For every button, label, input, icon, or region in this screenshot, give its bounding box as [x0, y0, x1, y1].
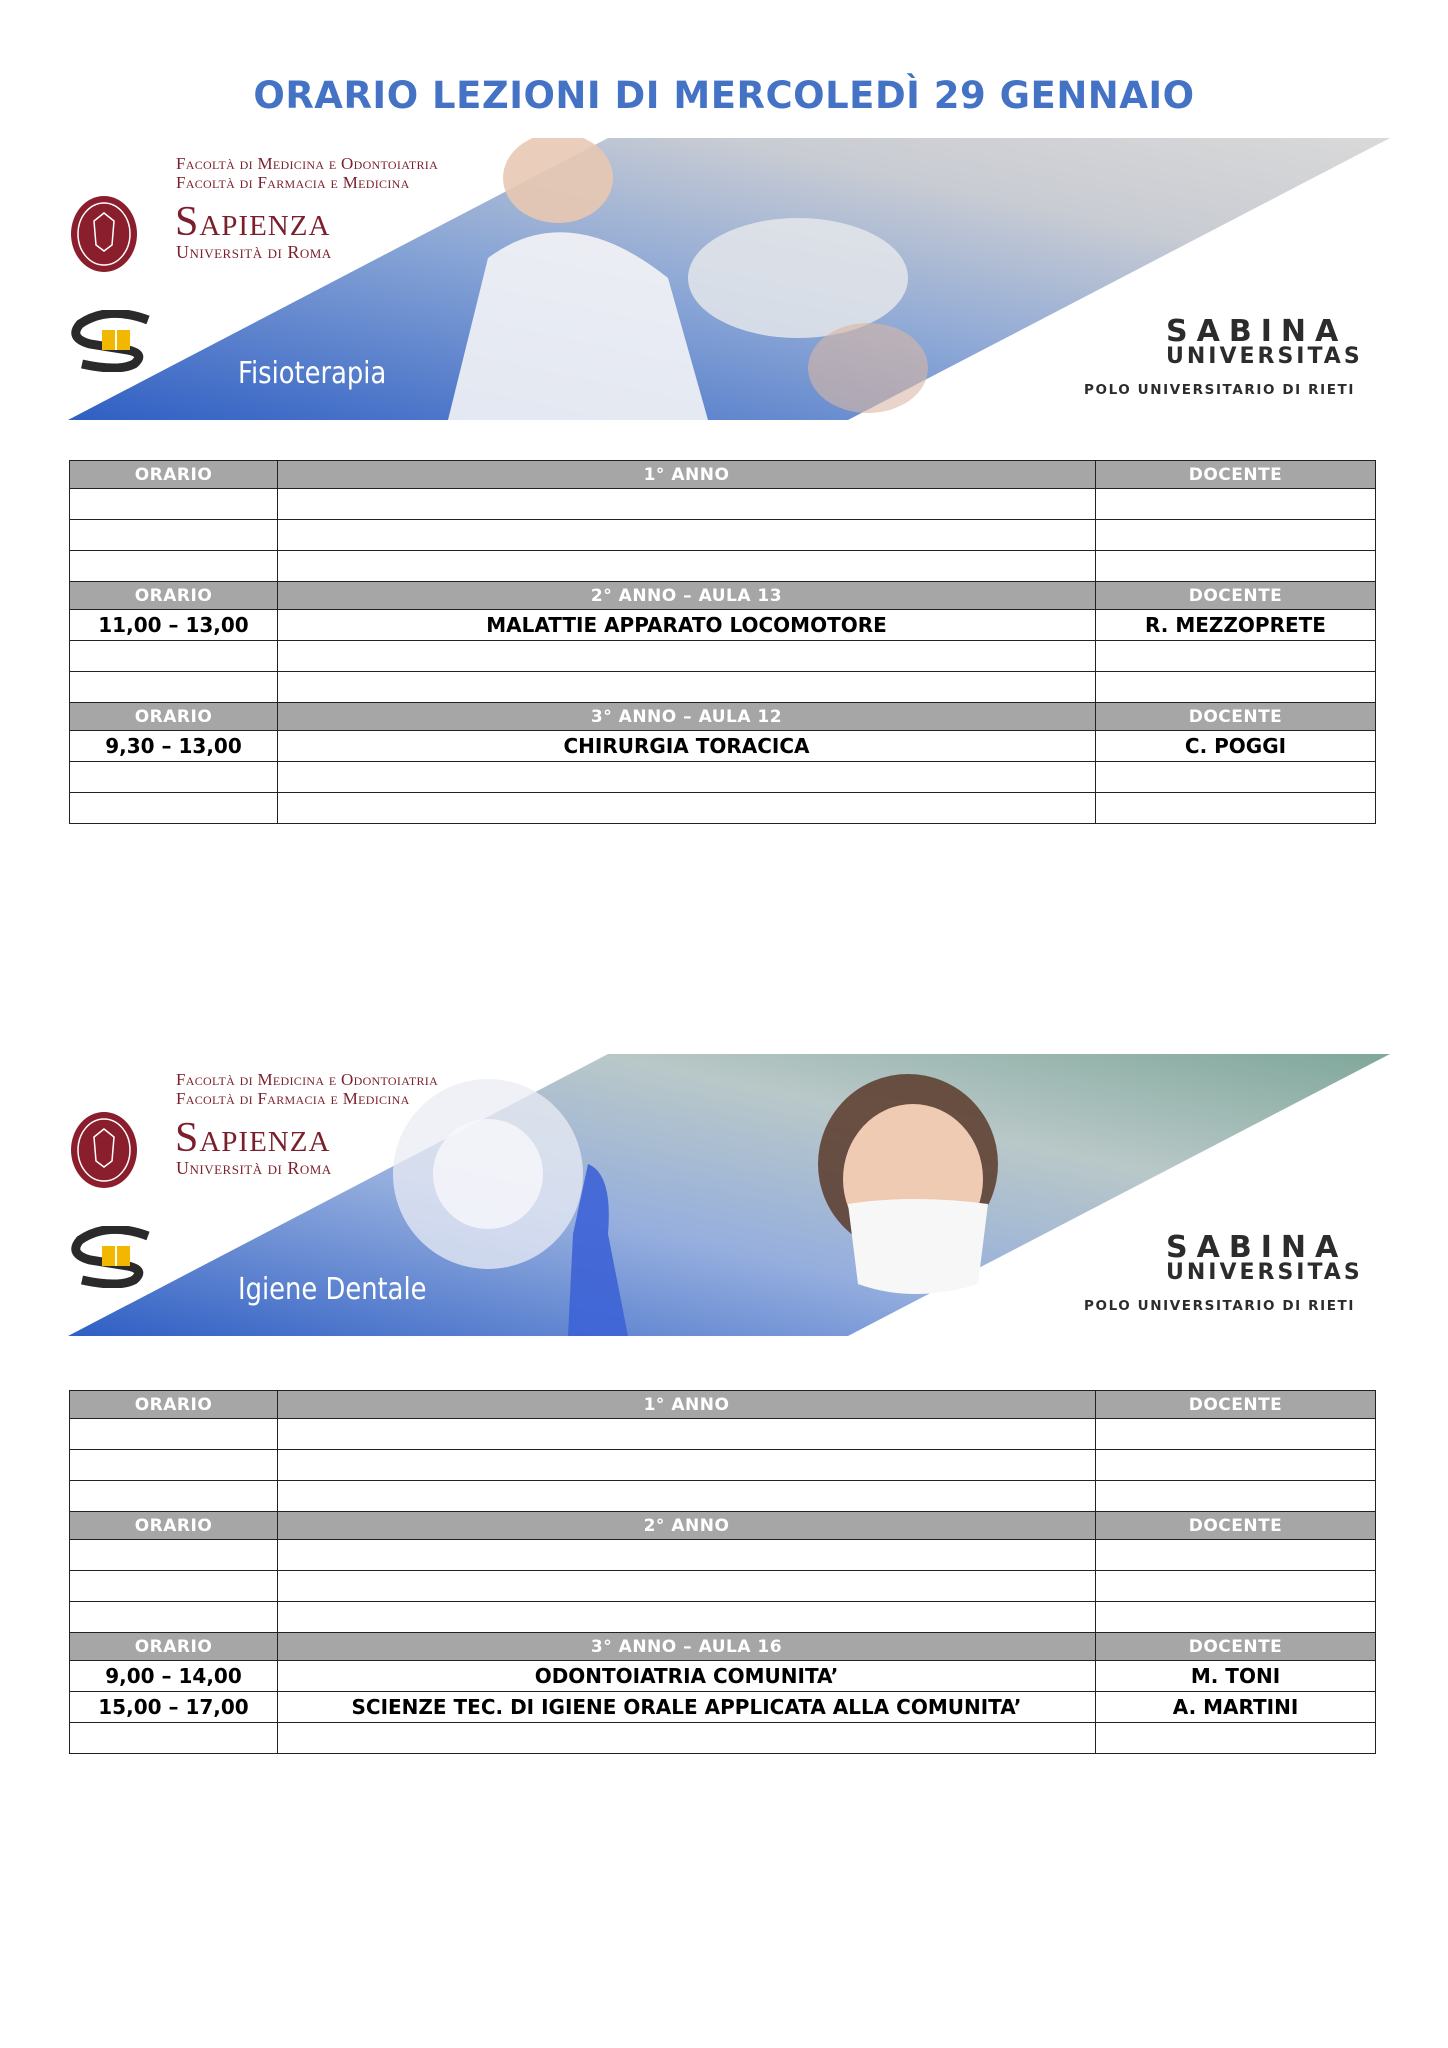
header-cell: ORARIO	[70, 703, 278, 731]
subject-cell	[278, 1571, 1096, 1602]
header-cell: DOCENTE	[1096, 1633, 1376, 1661]
subject-cell: SCIENZE TEC. DI IGIENE ORALE APPLICATA ALLA COMUNITA’	[278, 1692, 1096, 1723]
subject-cell	[278, 551, 1096, 582]
header-cell: ORARIO	[70, 461, 278, 489]
header-cell: 2° ANNO	[278, 1512, 1096, 1540]
time-cell	[70, 1723, 278, 1754]
table-row	[70, 1481, 1376, 1512]
time-cell	[70, 489, 278, 520]
faculty-line-1: Facoltà di Medicina e Odontoiatria	[176, 1070, 439, 1089]
table-row	[70, 641, 1376, 672]
table-row	[70, 1571, 1376, 1602]
subject-cell: MALATTIE APPARATO LOCOMOTORE	[278, 610, 1096, 641]
table-row	[70, 672, 1376, 703]
subject-cell	[278, 793, 1096, 824]
header-cell: 2° ANNO – AULA 13	[278, 582, 1096, 610]
table-row	[70, 1661, 1376, 1692]
subject-cell: CHIRURGIA TORACICA	[278, 731, 1096, 762]
teacher-cell	[1096, 520, 1376, 551]
table-row	[70, 1450, 1376, 1481]
subject-cell	[278, 672, 1096, 703]
table-row	[70, 1692, 1376, 1723]
subject-cell	[278, 1540, 1096, 1571]
banner-igiene-dentale	[68, 1054, 1390, 1336]
time-cell	[70, 1602, 278, 1633]
time-cell	[70, 1571, 278, 1602]
faculty-line-1: Facoltà di Medicina e Odontoiatria	[176, 154, 439, 173]
teacher-cell: R. MEZZOPRETE	[1096, 610, 1376, 641]
table-header-row	[70, 461, 1376, 489]
teacher-cell	[1096, 762, 1376, 793]
table-row	[70, 731, 1376, 762]
universitas-word: UNIVERSITAS	[1166, 1260, 1363, 1285]
time-cell: 9,30 – 13,00	[70, 731, 278, 762]
subject-cell	[278, 1723, 1096, 1754]
schedule-table-fisioterapia	[69, 460, 1376, 824]
schedule-table-igiene-dentale	[69, 1390, 1376, 1754]
header-cell: DOCENTE	[1096, 1391, 1376, 1419]
sabina-word: SABINA	[1166, 314, 1348, 349]
table-row	[70, 551, 1376, 582]
subject-cell	[278, 1419, 1096, 1450]
header-cell: 3° ANNO – AULA 16	[278, 1633, 1096, 1661]
header-cell: DOCENTE	[1096, 703, 1376, 731]
subject-cell: ODONTOIATRIA COMUNITA’	[278, 1661, 1096, 1692]
page-title: ORARIO LEZIONI DI MERCOLEDÌ 29 GENNAIO	[253, 74, 1195, 117]
polo-subtitle: POLO UNIVERSITARIO DI RIETI	[1084, 382, 1355, 398]
teacher-cell	[1096, 1481, 1376, 1512]
subject-cell	[278, 1602, 1096, 1633]
subject-cell	[278, 641, 1096, 672]
sapienza-seal-icon	[68, 1109, 140, 1191]
subject-cell	[278, 1481, 1096, 1512]
header-cell: ORARIO	[70, 1633, 278, 1661]
course-name: Igiene Dentale	[238, 1272, 427, 1307]
course-name: Fisioterapia	[238, 356, 387, 391]
universitas-word: UNIVERSITAS	[1166, 344, 1363, 369]
faculty-line-2: Facoltà di Farmacia e Medicina	[176, 1089, 410, 1108]
header-cell: DOCENTE	[1096, 461, 1376, 489]
teacher-cell	[1096, 1723, 1376, 1754]
time-cell	[70, 1481, 278, 1512]
header-cell: 3° ANNO – AULA 12	[278, 703, 1096, 731]
teacher-cell: C. POGGI	[1096, 731, 1376, 762]
time-cell: 11,00 – 13,00	[70, 610, 278, 641]
time-cell	[70, 641, 278, 672]
teacher-cell	[1096, 641, 1376, 672]
subject-cell	[278, 520, 1096, 551]
table-row	[70, 793, 1376, 824]
teacher-cell: M. TONI	[1096, 1661, 1376, 1692]
table-header-row	[70, 1512, 1376, 1540]
time-cell	[70, 762, 278, 793]
teacher-cell	[1096, 1540, 1376, 1571]
table-row	[70, 1602, 1376, 1633]
time-cell	[70, 551, 278, 582]
table-header-row	[70, 1633, 1376, 1661]
polo-subtitle: POLO UNIVERSITARIO DI RIETI	[1084, 1298, 1355, 1314]
subject-cell	[278, 489, 1096, 520]
header-cell: ORARIO	[70, 1391, 278, 1419]
subject-cell	[278, 1450, 1096, 1481]
time-cell	[70, 672, 278, 703]
table-row	[70, 1723, 1376, 1754]
header-cell: ORARIO	[70, 1512, 278, 1540]
time-cell	[70, 793, 278, 824]
university-name: Sapienza	[175, 1115, 331, 1161]
university-name: Sapienza	[175, 199, 331, 245]
header-cell: ORARIO	[70, 582, 278, 610]
time-cell	[70, 1419, 278, 1450]
table-row	[70, 489, 1376, 520]
teacher-cell: A. MARTINI	[1096, 1692, 1376, 1723]
header-cell: 1° ANNO	[278, 461, 1096, 489]
time-cell	[70, 520, 278, 551]
time-cell	[70, 1540, 278, 1571]
teacher-cell	[1096, 793, 1376, 824]
teacher-cell	[1096, 1419, 1376, 1450]
sabina-logo-icon	[68, 310, 158, 372]
subject-cell	[278, 762, 1096, 793]
header-cell: 1° ANNO	[278, 1391, 1096, 1419]
teacher-cell	[1096, 1450, 1376, 1481]
table-header-row	[70, 582, 1376, 610]
table-row	[70, 762, 1376, 793]
teacher-cell	[1096, 1602, 1376, 1633]
teacher-cell	[1096, 1571, 1376, 1602]
sabina-logo-icon	[68, 1226, 158, 1288]
table-row	[70, 610, 1376, 641]
header-cell: DOCENTE	[1096, 1512, 1376, 1540]
table-header-row	[70, 1391, 1376, 1419]
time-cell: 9,00 – 14,00	[70, 1661, 278, 1692]
table-row	[70, 1419, 1376, 1450]
teacher-cell	[1096, 672, 1376, 703]
university-subtitle: Università di Roma	[176, 242, 332, 262]
sabina-word: SABINA	[1166, 1230, 1348, 1265]
table-header-row	[70, 703, 1376, 731]
teacher-cell	[1096, 551, 1376, 582]
faculty-line-2: Facoltà di Farmacia e Medicina	[176, 173, 410, 192]
time-cell: 15,00 – 17,00	[70, 1692, 278, 1723]
sapienza-seal-icon	[68, 193, 140, 275]
header-cell: DOCENTE	[1096, 582, 1376, 610]
table-row	[70, 1540, 1376, 1571]
university-subtitle: Università di Roma	[176, 1158, 332, 1178]
table-row	[70, 520, 1376, 551]
time-cell	[70, 1450, 278, 1481]
banner-fisioterapia	[68, 138, 1390, 420]
teacher-cell	[1096, 489, 1376, 520]
